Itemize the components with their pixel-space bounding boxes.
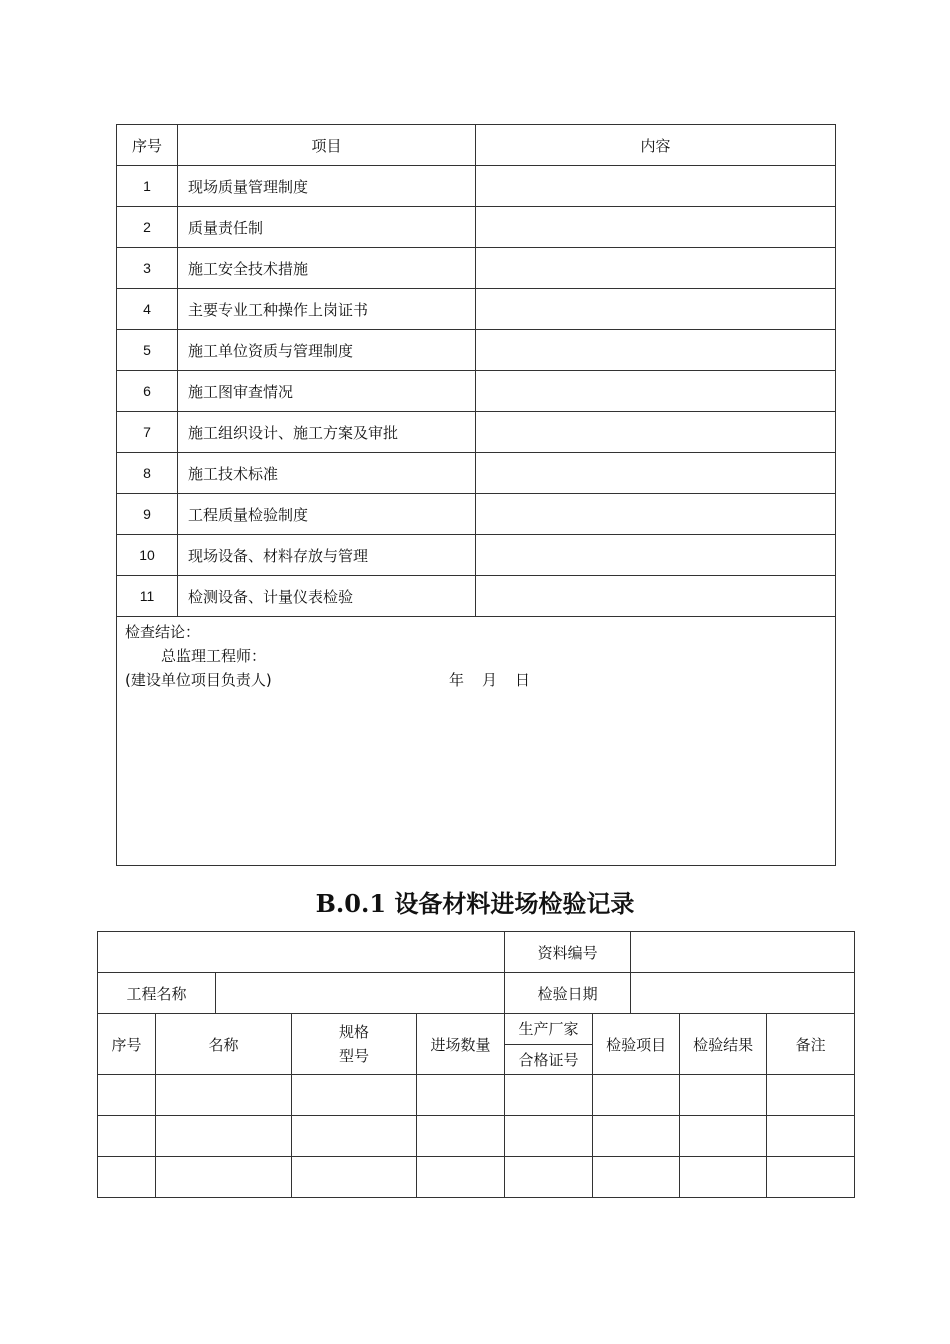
table-row [117, 248, 836, 289]
table-row [117, 289, 836, 330]
header-name: 名称 [156, 1014, 292, 1075]
day-label: 日 [515, 671, 531, 689]
cell-inspection-item[interactable] [593, 1116, 680, 1157]
owner-rep-label: (建设单位项目负责人) [125, 671, 272, 689]
row-seq: 10 [117, 535, 178, 576]
cell-inspection-item[interactable] [593, 1157, 680, 1198]
header-inspection-result: 检验结果 [680, 1014, 767, 1075]
month-label: 月 [482, 671, 498, 689]
table-row [117, 412, 836, 453]
column-header-row [98, 1014, 855, 1045]
cell-spec[interactable] [292, 1075, 417, 1116]
doc-number-field[interactable] [631, 932, 855, 973]
header-certificate-no: 合格证号 [505, 1044, 593, 1075]
table-row [117, 576, 836, 617]
project-name-label: 工程名称 [98, 973, 216, 1014]
cell-manufacturer[interactable] [505, 1157, 593, 1198]
doc-number-label: 资料编号 [505, 932, 631, 973]
row-item: 施工图审查情况 [178, 371, 476, 412]
table-row [117, 166, 836, 207]
cell-inspection-result[interactable] [680, 1075, 767, 1116]
header-spec-line2: 型号 [338, 1047, 369, 1065]
table-row [98, 1116, 855, 1157]
row-seq: 3 [117, 248, 178, 289]
inspect-date-label: 检验日期 [505, 973, 631, 1014]
row-item: 现场质量管理制度 [178, 166, 476, 207]
doc-number-row [98, 932, 855, 973]
blank-header-cell [98, 932, 505, 973]
row-item: 现场设备、材料存放与管理 [178, 535, 476, 576]
cell-remark[interactable] [767, 1157, 855, 1198]
table-header-row [117, 125, 836, 166]
row-seq: 5 [117, 330, 178, 371]
cell-quantity[interactable] [417, 1157, 505, 1198]
cell-spec[interactable] [292, 1116, 417, 1157]
row-seq: 4 [117, 289, 178, 330]
cell-inspection-result[interactable] [680, 1157, 767, 1198]
header-manufacturer: 生产厂家 [505, 1014, 593, 1045]
row-content[interactable] [476, 453, 836, 494]
conclusion-label: 检查结论： [125, 623, 201, 641]
row-content[interactable] [476, 207, 836, 248]
inspect-date-field[interactable] [631, 973, 855, 1014]
cell-quantity[interactable] [417, 1075, 505, 1116]
document-title: B.0.1 设备材料进场检验记录 [315, 889, 635, 918]
row-item: 主要专业工种操作上岗证书 [178, 289, 476, 330]
row-content[interactable] [476, 371, 836, 412]
header-item: 项目 [178, 125, 476, 166]
table-row [98, 1157, 855, 1198]
cell-manufacturer[interactable] [505, 1116, 593, 1157]
header-inspection-item: 检验项目 [593, 1014, 680, 1075]
row-seq: 1 [117, 166, 178, 207]
row-item: 施工安全技术措施 [178, 248, 476, 289]
row-content[interactable] [476, 576, 836, 617]
row-item: 施工技术标准 [178, 453, 476, 494]
cell-remark[interactable] [767, 1116, 855, 1157]
conclusion-row [117, 617, 836, 866]
table-row [117, 371, 836, 412]
signature-line [125, 668, 827, 692]
cell-inspection-result[interactable] [680, 1116, 767, 1157]
year-label: 年 [449, 671, 465, 689]
row-content[interactable] [476, 248, 836, 289]
cell-name[interactable] [156, 1075, 292, 1116]
table-row [117, 494, 836, 535]
cell-name[interactable] [156, 1116, 292, 1157]
header-quantity: 进场数量 [417, 1014, 505, 1075]
row-item: 质量责任制 [178, 207, 476, 248]
row-seq: 11 [117, 576, 178, 617]
row-seq: 9 [117, 494, 178, 535]
row-item: 施工组织设计、施工方案及审批 [178, 412, 476, 453]
row-content[interactable] [476, 412, 836, 453]
header-spec [292, 1014, 417, 1075]
header-content: 内容 [476, 125, 836, 166]
cell-manufacturer[interactable] [505, 1075, 593, 1116]
cell-seq[interactable] [98, 1157, 156, 1198]
table-row [117, 535, 836, 576]
header-seq: 序号 [98, 1014, 156, 1075]
project-row [98, 973, 855, 1014]
table-row [117, 330, 836, 371]
cell-quantity[interactable] [417, 1116, 505, 1157]
row-content[interactable] [476, 494, 836, 535]
cell-remark[interactable] [767, 1075, 855, 1116]
cell-seq[interactable] [98, 1075, 156, 1116]
table-row [98, 1075, 855, 1116]
row-seq: 7 [117, 412, 178, 453]
row-seq: 8 [117, 453, 178, 494]
row-seq: 2 [117, 207, 178, 248]
cell-seq[interactable] [98, 1116, 156, 1157]
row-content[interactable] [476, 535, 836, 576]
row-content[interactable] [476, 330, 836, 371]
conclusion-cell[interactable] [117, 617, 836, 866]
row-seq: 6 [117, 371, 178, 412]
table-row [117, 207, 836, 248]
cell-inspection-item[interactable] [593, 1075, 680, 1116]
material-inspection-table [97, 931, 855, 1198]
header-spec-line1: 规格 [338, 1023, 369, 1041]
cell-spec[interactable] [292, 1157, 417, 1198]
row-content[interactable] [476, 166, 836, 207]
header-remark: 备注 [767, 1014, 855, 1075]
row-content[interactable] [476, 289, 836, 330]
chief-supervisor-label: 总监理工程师： [161, 647, 267, 665]
site-quality-checklist-table [116, 124, 836, 866]
table-row [117, 453, 836, 494]
row-item: 施工单位资质与管理制度 [178, 330, 476, 371]
header-seq: 序号 [117, 125, 178, 166]
row-item: 工程质量检验制度 [178, 494, 476, 535]
project-name-field[interactable] [216, 973, 505, 1014]
cell-name[interactable] [156, 1157, 292, 1198]
row-item: 检测设备、计量仪表检验 [178, 576, 476, 617]
